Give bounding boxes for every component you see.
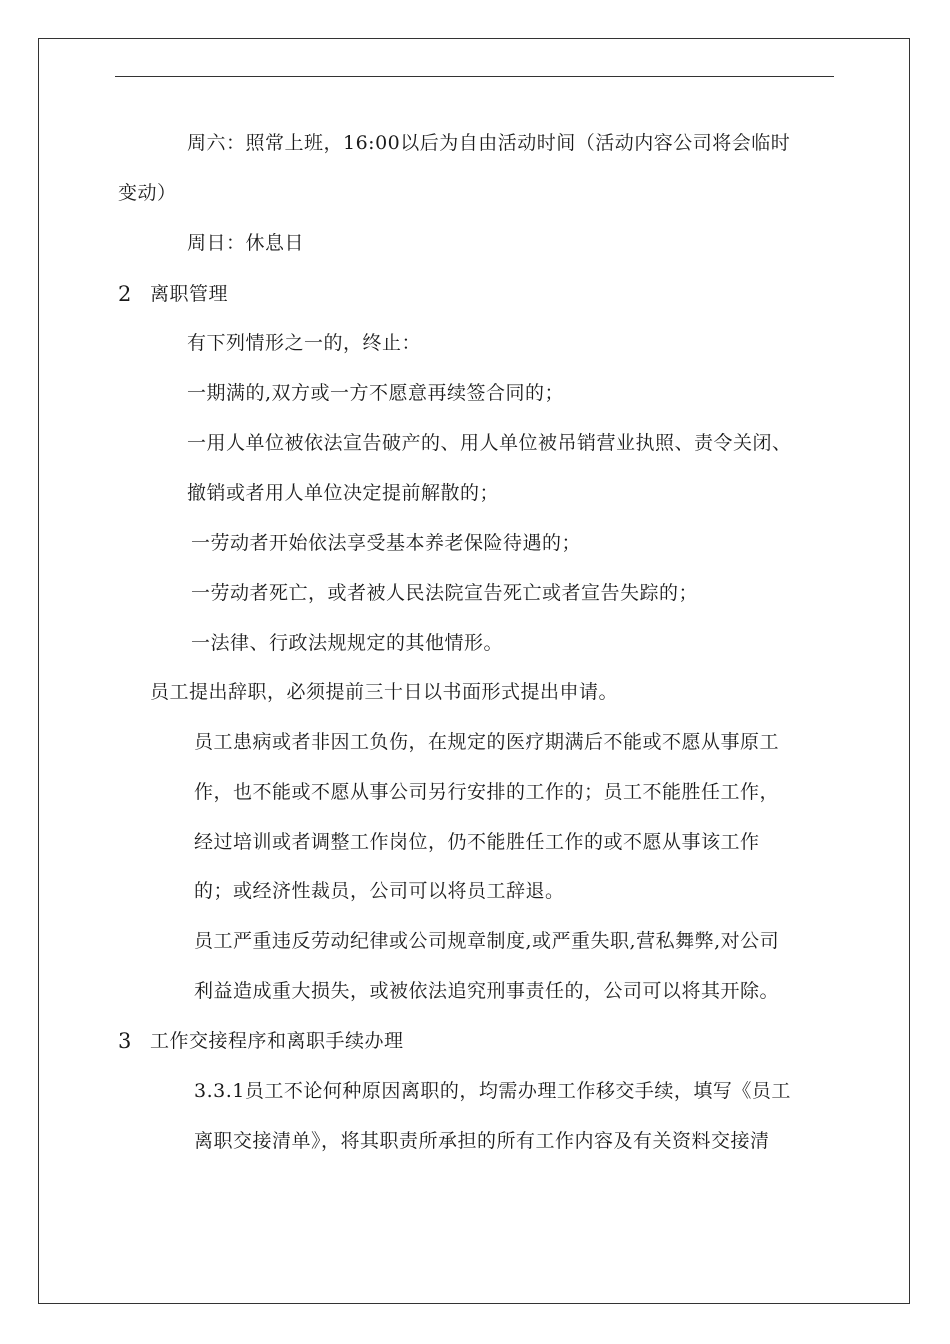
saturday-line-2: 变动）	[118, 182, 177, 204]
dismissal-line: 作，也不能或不愿从事公司另行安排的工作的；员工不能胜任工作，	[194, 781, 780, 803]
saturday-line-1: 周六：照常上班，16:00以后为自由活动时间（活动内容公司将会临时	[187, 132, 791, 154]
clause-3-3-1-line: 离职交接清单》，将其职责所承担的所有工作内容及有关资料交接清	[194, 1130, 770, 1152]
sunday-line: 周日：休息日	[187, 232, 305, 254]
dismissal-line: 经过培训或者调整工作岗位，仍不能胜任工作的或不愿从事该工作	[194, 831, 760, 853]
header-rule	[115, 76, 834, 77]
dismissal-line: 的；或经济性裁员，公司可以将员工辞退。	[194, 880, 565, 902]
section-2-intro: 有下列情形之一的，终止：	[187, 332, 422, 354]
section-2-number: 2	[118, 282, 132, 306]
termination-item: 一法律、行政法规规定的其他情形。	[191, 632, 504, 654]
section-2-title: 离职管理	[150, 283, 229, 305]
page-border	[38, 38, 910, 1304]
resignation-rule: 员工提出辞职，必须提前三十日以书面形式提出申请。	[150, 681, 619, 703]
section-3-number: 3	[118, 1029, 132, 1053]
termination-item: 一用人单位被依法宣告破产的、用人单位被吊销营业执照、责令关闭、	[187, 432, 792, 454]
termination-item: 一劳动者开始依法享受基本养老保险待遇的；	[191, 532, 582, 554]
expulsion-line: 利益造成重大损失，或被依法追究刑事责任的，公司可以将其开除。	[194, 980, 780, 1002]
expulsion-line: 员工严重违反劳动纪律或公司规章制度,或严重失职,营私舞弊,对公司	[194, 930, 780, 952]
dismissal-line: 员工患病或者非因工负伤，在规定的医疗期满后不能或不愿从事原工	[194, 731, 780, 753]
termination-item: 撤销或者用人单位决定提前解散的；	[187, 482, 500, 504]
section-3-title: 工作交接程序和离职手续办理	[150, 1030, 404, 1052]
termination-item: 一期满的,双方或一方不愿意再续签合同的；	[187, 382, 565, 404]
termination-item: 一劳动者死亡，或者被人民法院宣告死亡或者宣告失踪的；	[191, 582, 699, 604]
clause-3-3-1-line: 3.3.1员工不论何种原因离职的，均需办理工作移交手续，填写《员工	[194, 1080, 791, 1102]
